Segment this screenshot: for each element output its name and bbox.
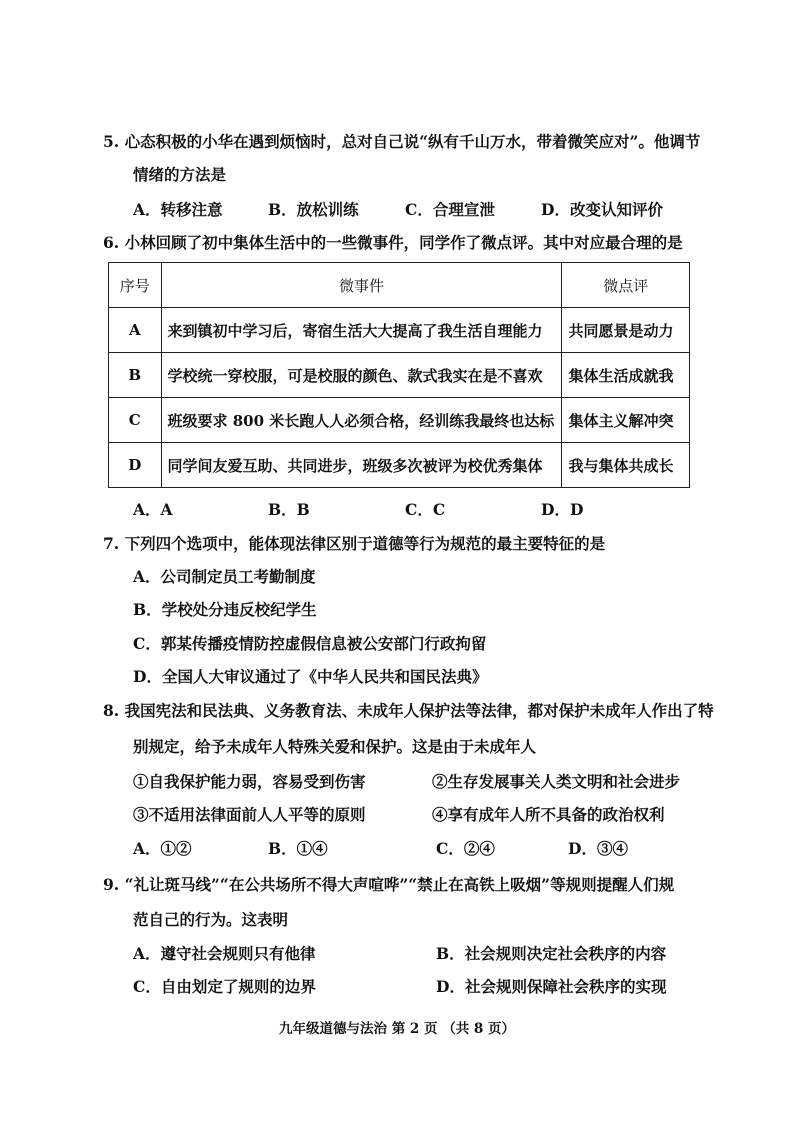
q8-option-a: A．①② <box>133 839 192 858</box>
q8-option-c: C．②④ <box>436 839 495 858</box>
q8-stem-line2: 别规定，给予未成年人特殊关爱和保护。这是由于未成年人 <box>133 737 537 756</box>
q7-option-d: D．全国人大审议通过了《中华人民共和国民法典》 <box>133 667 488 686</box>
q6-option-d: D．D <box>541 500 584 519</box>
q5-stem-line1: 5. 心态积极的小华在遇到烦恼时，总对自己说“纵有千山万水，带着微笑应对”。他调节 <box>103 132 701 151</box>
q8-item-4: ④享有成年人所不具备的政治权利 <box>432 805 665 824</box>
q9-stem-line2: 范自己的行为。这表明 <box>133 910 289 929</box>
table-header-comment: 微点评 <box>562 263 690 308</box>
q6-option-c: C．C <box>405 500 446 519</box>
q9-option-c: C．自由划定了规则的边界 <box>133 977 316 996</box>
q5-option-b: B．放松训练 <box>268 200 359 219</box>
table-cell-id: C <box>109 398 162 443</box>
page-footer: 九年级道德与法治 第 2 页 （共 8 页） <box>279 1021 515 1037</box>
q8-option-d: D．③④ <box>568 839 628 858</box>
table-cell-id: B <box>109 353 162 398</box>
q5-option-d: D．改变认知评价 <box>541 200 663 219</box>
q8-stem-line1: 8. 我国宪法和民法典、义务教育法、未成年人保护法等法律，都对保护未成年人作出了特 <box>103 701 714 720</box>
q5-option-c: C．合理宣泄 <box>405 200 495 219</box>
table-row <box>109 443 690 488</box>
table-cell-comment: 集体生活成就我 <box>562 353 690 398</box>
table-cell-event: 同学间友爱互助、共同进步，班级多次被评为校优秀集体 <box>161 443 562 488</box>
table-header-row <box>109 263 690 308</box>
table-cell-comment: 集体主义解冲突 <box>562 398 690 443</box>
q7-option-a: A．公司制定员工考勤制度 <box>133 567 316 586</box>
table-row <box>109 308 690 353</box>
table-cell-id: A <box>109 308 162 353</box>
table-cell-event: 来到镇初中学习后，寄宿生活大大提高了我生活自理能力 <box>161 308 562 353</box>
q9-option-d: D．社会规则保障社会秩序的实现 <box>436 977 667 996</box>
q6-event-table <box>108 262 690 488</box>
q8-item-2: ②生存发展事关人类文明和社会进步 <box>432 772 681 791</box>
table-header-event: 微事件 <box>161 263 562 308</box>
q5-stem-line2: 情绪的方法是 <box>133 165 227 184</box>
table-cell-comment: 我与集体共成长 <box>562 443 690 488</box>
q7-option-b: B．学校处分违反校纪学生 <box>133 600 317 619</box>
table-cell-event: 班级要求 800 米长跑人人必须合格，经训练我最终也达标 <box>161 398 562 443</box>
q9-option-b: B．社会规则决定社会秩序的内容 <box>436 944 667 963</box>
table-cell-comment: 共同愿景是动力 <box>562 308 690 353</box>
q6-stem: 6. 小林回顾了初中集体生活中的一些微事件，同学作了微点评。其中对应最合理的是 <box>103 233 683 252</box>
q6-option-b: B．B <box>268 500 310 519</box>
q5-option-a: A．转移注意 <box>133 200 223 219</box>
q7-option-c: C．郭某传播疫情防控虚假信息被公安部门行政拘留 <box>133 634 487 653</box>
table-cell-event: 学校统一穿校服，可是校服的颜色、款式我实在是不喜欢 <box>161 353 562 398</box>
table-header-id: 序号 <box>109 263 162 308</box>
table-row <box>109 353 690 398</box>
q9-option-a: A．遵守社会规则只有他律 <box>133 944 316 963</box>
q9-stem-line1: 9. “礼让斑马线”“在公共场所不得大声喧哗”“禁止在高铁上吸烟”等规则提醒人们规 <box>103 875 675 894</box>
table-row <box>109 398 690 443</box>
q7-stem: 7. 下列四个选项中，能体现法律区别于道德等行为规范的最主要特征的是 <box>103 534 606 553</box>
table-cell-id: D <box>109 443 162 488</box>
q8-item-3: ③不适用法律面前人人平等的原则 <box>133 805 366 824</box>
q8-option-b: B．①④ <box>268 839 328 858</box>
q8-item-1: ①自我保护能力弱，容易受到伤害 <box>133 772 366 791</box>
q6-option-a: A．A <box>133 500 173 519</box>
